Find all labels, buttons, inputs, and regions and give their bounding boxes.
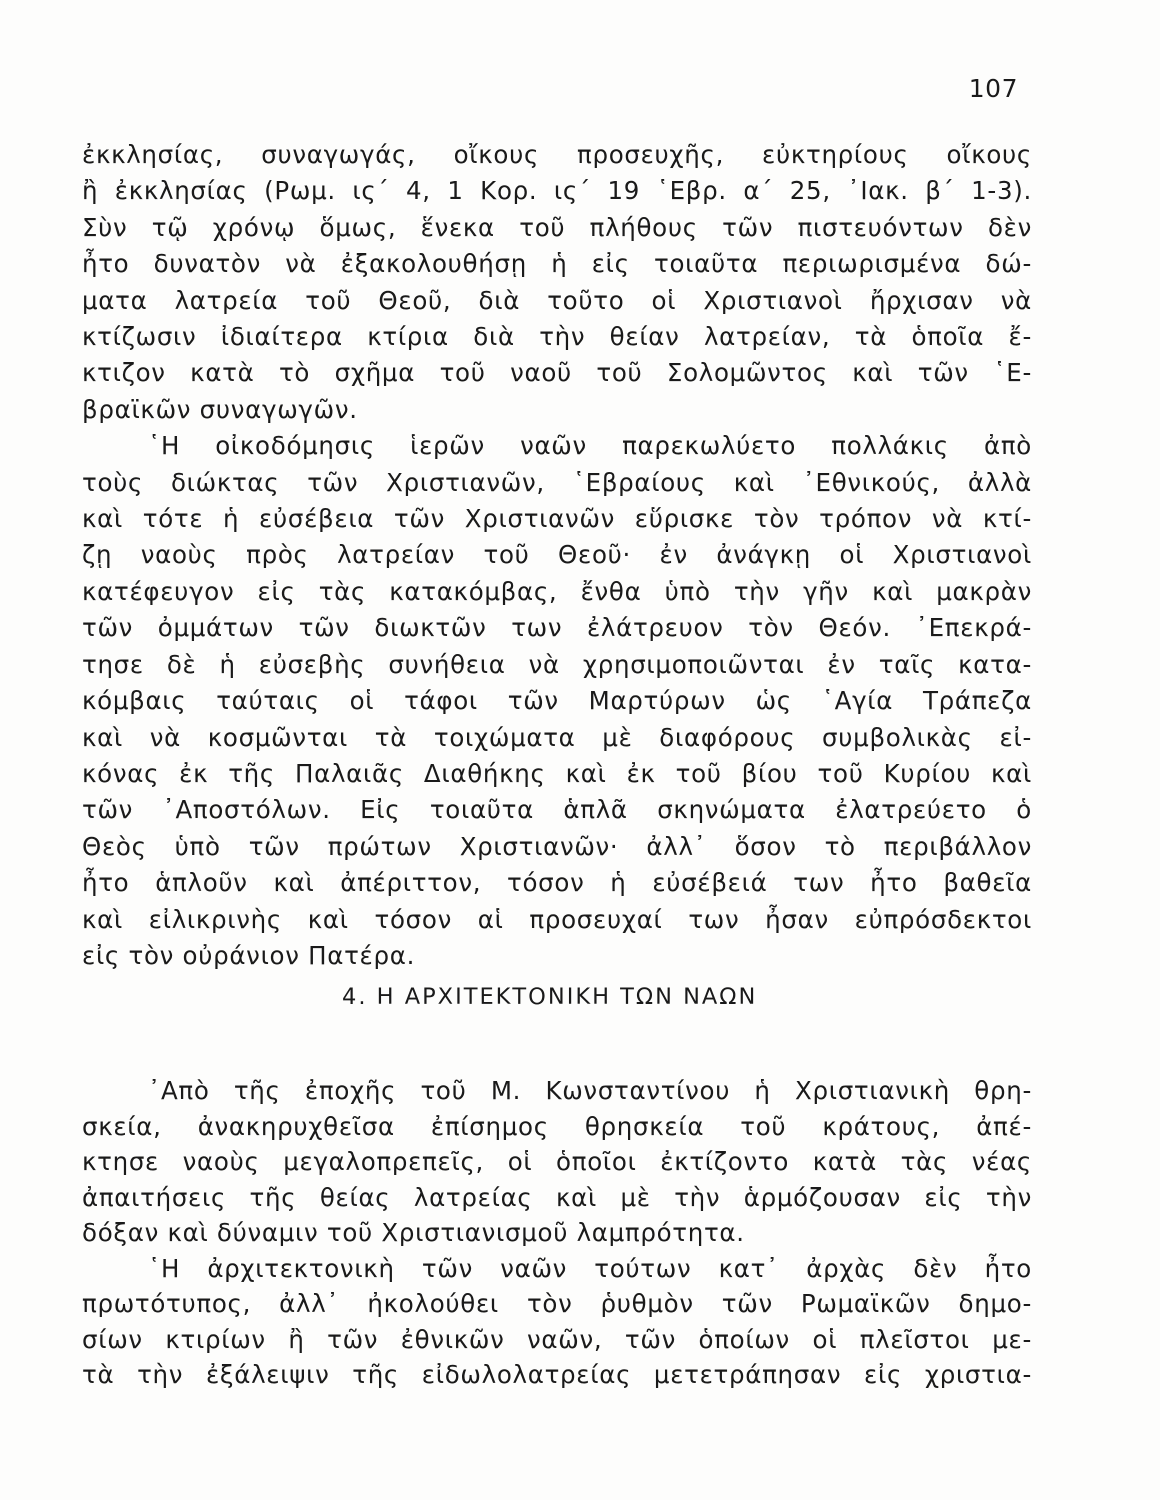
text-line: δόξαν καὶ δύναμιν τοῦ Χριστιανισμοῦ λαμπρότητα. — [82, 1218, 745, 1247]
text-line: τῶν ὀμμάτων τῶν διωκτῶν των ἐλάτρευον τὸν Θεόν. ᾿Επεκρά- — [82, 613, 1032, 643]
text-line: τῶν ᾿Αποστόλων. Εἰς τοιαῦτα ἁπλᾶ σκηνώματα ἐλατρεύετο ὁ — [82, 795, 1032, 825]
page-number: 107 — [968, 74, 1018, 103]
text-line: τοὺς διώκτας τῶν Χριστιανῶν, ῾Εβραίους καὶ ᾿Εθνικούς, ἀλλὰ — [82, 467, 1032, 497]
text-line: κτιζον κατὰ τὸ σχῆμα τοῦ ναοῦ τοῦ Σολομῶντος καὶ τῶν ῾Ε- — [82, 358, 1032, 388]
text-line: ἦτο δυνατὸν νὰ ἐξακολουθήσῃ ἡ εἰς τοιαῦτα περιωρισμένα δώ- — [82, 249, 1032, 279]
text-line: σκεία, ἀνακηρυχθεῖσα ἐπίσημος θρησκεία τοῦ κράτους, ἀπέ- — [82, 1111, 1032, 1141]
text-line: κτίζωσιν ἰδιαίτερα κτίρια διὰ τὴν θείαν λατρείαν, τὰ ὁποῖα ἔ- — [82, 322, 1032, 352]
text-line: κόνας ἐκ τῆς Παλαιᾶς Διαθήκης καὶ ἐκ τοῦ βίου τοῦ Κυρίου καὶ — [82, 758, 1032, 788]
text-line: κατέφευγον εἰς τὰς κατακόμβας, ἔνθα ὑπὸ τὴν γῆν καὶ μακρὰν — [82, 576, 1032, 606]
text-line: βραϊκῶν συναγωγῶν. — [82, 394, 358, 424]
paragraph — [82, 1073, 1032, 1251]
text-line: καὶ εἰλικρινὴς καὶ τόσον αἱ προσευχαί των ἦσαν εὐπρόσδεκτοι — [82, 904, 1032, 934]
text-line: τησε δὲ ἡ εὐσεβὴς συνήθεια νὰ χρησιμοποιῶνται ἐν ταῖς κατα- — [82, 649, 1032, 679]
text-line: Σὺν τῷ χρόνῳ ὅμως, ἕνεκα τοῦ πλήθους τῶν πιστευόντων δὲν — [82, 212, 1032, 242]
text-line: ῾Η ἀρχιτεκτονικὴ τῶν ναῶν τούτων κατ᾿ ἀρχὰς δὲν ἦτο — [148, 1253, 1032, 1283]
text-line: εἰς τὸν οὐράνιον Πατέρα. — [82, 940, 416, 970]
text-line: ἐκκλησίας, συναγωγάς, οἴκους προσευχῆς, εὐκτηρίους οἴκους — [82, 140, 1032, 169]
text-line: πρωτότυπος, ἀλλ᾿ ἠκολούθει τὸν ῥυθμὸν τῶν Ρωμαϊκῶν δημο- — [82, 1289, 1032, 1318]
text-line: τὰ τὴν ἐξάλειψιν τῆς εἰδωλολατρείας μετετράπησαν εἰς χριστια- — [82, 1360, 1032, 1389]
paragraph — [82, 1251, 1032, 1393]
text-line: Θεὸς ὑπὸ τῶν πρώτων Χριστιανῶν· ἀλλ᾿ ὅσον τὸ περιβάλλον — [82, 831, 1032, 861]
section-b-body — [82, 1073, 1032, 1393]
text-line: κτησε ναοὺς μεγαλοπρεπεῖς, οἱ ὁποῖοι ἐκτίζοντο κατὰ τὰς νέας — [82, 1147, 1032, 1176]
paragraph — [82, 428, 1032, 974]
text-line: καὶ νὰ κοσμῶνται τὰ τοιχώματα μὲ διαφόρους συμβολικὰς εἰ- — [82, 722, 1032, 752]
section-heading: 4. Η ΑΡΧΙΤΕΚΤΟΝΙΚΗ ΤΩΝ ΝΑΩΝ — [342, 984, 758, 1010]
text-line: ζῃ ναοὺς πρὸς λατρείαν τοῦ Θεοῦ· ἐν ἀνάγκῃ οἱ Χριστιανοὶ — [82, 540, 1032, 570]
text-line: ἢ ἐκκλησίας (Ρωμ. ις΄ 4, 1 Κορ. ις΄ 19 ῾Εβρ. α΄ 25, ᾿Ιακ. β΄ 1-3). — [82, 176, 1032, 206]
text-line: κόμβαις ταύταις οἱ τάφοι τῶν Μαρτύρων ὡς ῾Αγία Τράπεζα — [82, 686, 1032, 716]
text-line: καὶ τότε ἡ εὐσέβεια τῶν Χριστιανῶν εὕρισκε τὸν τρόπον νὰ κτί- — [82, 504, 1032, 534]
text-line: ἀπαιτήσεις τῆς θείας λατρείας καὶ μὲ τὴν ἁρμόζουσαν εἰς τὴν — [82, 1182, 1032, 1212]
text-line: ματα λατρεία τοῦ Θεοῦ, διὰ τοῦτο οἱ Χριστιανοὶ ἤρχισαν νὰ — [82, 285, 1032, 315]
paragraph — [82, 137, 1032, 428]
text-line: ἦτο ἁπλοῦν καὶ ἀπέριττον, τόσον ἡ εὐσέβειά των ἦτο βαθεῖα — [82, 868, 1032, 898]
text-line: ῾Η οἰκοδόμησις ἱερῶν ναῶν παρεκωλύετο πολλάκις ἀπὸ — [148, 431, 1032, 461]
text-line: σίων κτιρίων ἢ τῶν ἐθνικῶν ναῶν, τῶν ὁποίων οἱ πλεῖστοι με- — [82, 1324, 1032, 1354]
text-line: ᾿Απὸ τῆς ἐποχῆς τοῦ Μ. Κωνσταντίνου ἡ Χριστιανικὴ θρη- — [148, 1076, 1032, 1105]
section-a-body — [82, 137, 1032, 974]
